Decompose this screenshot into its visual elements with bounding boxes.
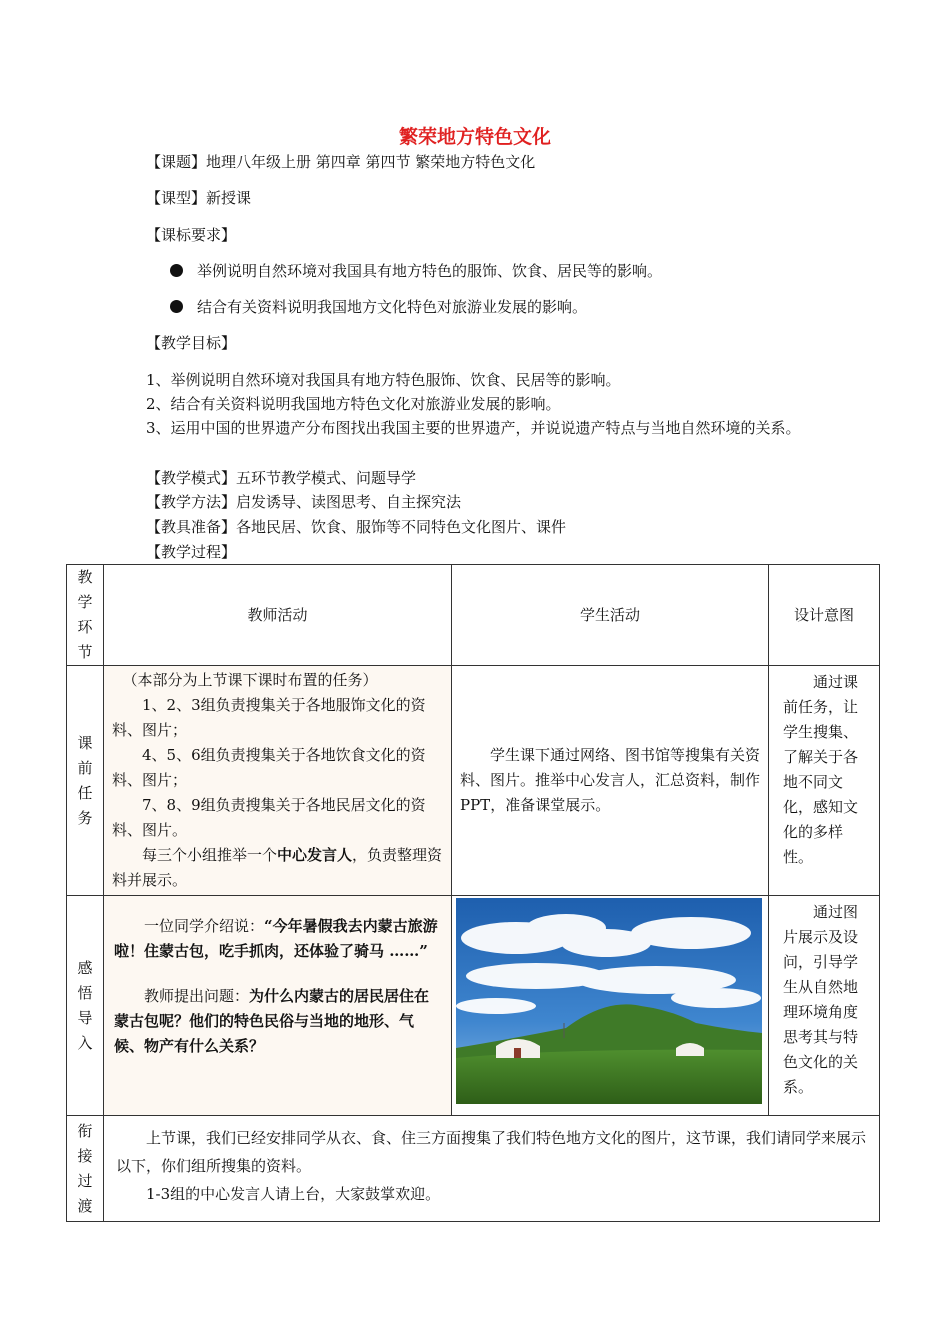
transition-text: 上节课，我们已经安排同学从衣、食、住三方面搜集了我们特色地方文化的图片，这节课，我们请同学来展示以下，你们组所搜集的资料。 1-3组的中心发言人请上台，大家鼓掌欢迎。 xyxy=(104,1116,880,1222)
student-activity: 学生课下通过网络、图书馆等搜集有关资料、图片。推举中心发言人，汇总资料，制作PPT，准备课堂展示。 xyxy=(452,666,769,896)
objective-item: 1、举例说明自然环境对我国具有地方特色服饰、饮食、民居等的影响。 xyxy=(146,371,621,389)
photo-cell xyxy=(452,896,769,1116)
lesson-type: 【课型】新授课 xyxy=(146,189,252,207)
table-row xyxy=(67,1116,880,1222)
bullet-icon xyxy=(170,300,183,313)
design-intent: 通过图片展示及设问，引导学生从自然地理环境角度思考其与特色文化的关系。 xyxy=(769,896,880,1116)
bullet-icon xyxy=(170,264,183,277)
teaching-process-table xyxy=(66,564,880,1222)
teaching-method: 【教学方法】启发诱导、读图思考、自主探究法 xyxy=(146,493,462,511)
table-row xyxy=(67,666,880,896)
lesson-topic: 【课题】地理八年级上册 第四章 第四节 繁荣地方特色文化 xyxy=(146,153,536,171)
header-stage: 教 学 环 节 xyxy=(67,565,104,666)
design-intent: 通过课前任务，让学生搜集、了解关于各地不同文化，感知文化的多样性。 xyxy=(769,666,880,896)
teaching-mode: 【教学模式】五环节教学模式、问题导学 xyxy=(146,469,417,487)
header-student: 学生活动 xyxy=(452,565,769,666)
table-row xyxy=(67,896,880,1116)
objectives-label: 【教学目标】 xyxy=(146,334,237,352)
standard-item: 结合有关资料说明我国地方文化特色对旅游业发展的影响。 xyxy=(170,297,587,317)
table-header-row xyxy=(67,565,880,666)
document-title: 繁荣地方特色文化 xyxy=(398,126,551,148)
teacher-activity: （本部分为上节课下课时布置的任务） 1、2、3组负责搜集关于各地服饰文化的资料、图片； 4、5、6组负责搜集关于各地饮食文化的资料、图片； 7、8、9组负责搜集关于各地民居文化的资料、图片。 每三个小组推举一个中心发言人，负责整理资料并展示。 xyxy=(104,666,452,896)
stage-label: 感 悟 导 入 xyxy=(67,896,104,1116)
objective-item: 3、运用中国的世界遗产分布图找出我国主要的世界遗产，并说说遗产特点与当地自然环境的关系。 xyxy=(146,419,801,437)
teaching-tools: 【教具准备】各地民居、饮食、服饰等不同特色文化图片、课件 xyxy=(146,518,567,536)
mongolian-yurt-photo xyxy=(456,898,762,1104)
header-design: 设计意图 xyxy=(769,565,880,666)
stage-label: 衔 接 过 渡 xyxy=(67,1116,104,1222)
stage-label: 课 前 任 务 xyxy=(67,666,104,896)
standards-label: 【课标要求】 xyxy=(146,226,237,244)
objective-item: 2、结合有关资料说明我国地方特色文化对旅游业发展的影响。 xyxy=(146,395,561,413)
teacher-activity: 一位同学介绍说：“今年暑假我去内蒙古旅游啦！住蒙古包，吃手抓肉，还体验了骑马 ……” 教师提出问题：为什么内蒙古的居民居住在蒙古包呢？他们的特色民俗与当地的地形、气候、物产有什么关系？ xyxy=(104,896,452,1116)
header-teacher: 教师活动 xyxy=(104,565,452,666)
standard-item: 举例说明自然环境对我国具有地方特色的服饰、饮食、居民等的影响。 xyxy=(170,261,662,281)
process-label: 【教学过程】 xyxy=(146,543,237,561)
